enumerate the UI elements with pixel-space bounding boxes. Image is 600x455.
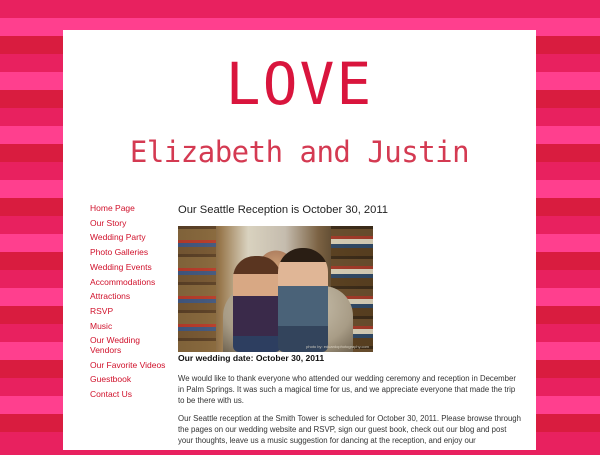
bride-figure (233, 256, 281, 352)
photo-credit: photo by: eduardophotography.com (306, 344, 369, 349)
nav-contact-us[interactable]: Contact Us (90, 389, 133, 400)
couple-photo (178, 226, 373, 352)
couple-names: Elizabeth and Justin (129, 135, 470, 169)
content-panel (63, 30, 536, 450)
nav-wedding-vendors[interactable]: Our Wedding Vendors (90, 335, 140, 356)
nav-music[interactable]: Music (90, 320, 113, 331)
nav-favorite-videos[interactable]: Our Favorite Videos (90, 359, 166, 370)
nav-accommodations[interactable]: Accommodations (90, 276, 156, 287)
groom-figure (278, 248, 328, 352)
main-content (178, 204, 523, 455)
nav-home-page[interactable]: Home Page (90, 203, 135, 213)
paragraph-reception: Our Seattle reception at the Smith Tower is scheduled for October 30, 2011. Please browse through the pages on our wedding website and RSVP, sign our guest book, check out our blog and post your thoughts, leave us a music suggestion for dancing at the reception, and enjoy our (178, 414, 521, 445)
sidebar-nav (90, 204, 170, 405)
nav-attractions[interactable]: Attractions (90, 291, 131, 302)
paragraph-thanks: We would like to thank everyone who attended our wedding ceremony and reception in December in Palm Springs. It was such a magical time for us, and we appreciate everyone that made the trip to be there with us. (178, 374, 516, 405)
bookshelf-left (178, 226, 216, 352)
photo-caption: Our wedding date: October 30, 2011 (178, 353, 325, 363)
post-title: Our Seattle Reception is October 30, 2011 (178, 204, 388, 216)
site-title: LOVE (225, 50, 374, 118)
nav-wedding-events[interactable]: Wedding Events (90, 261, 152, 272)
nav-wedding-party[interactable]: Wedding Party (90, 232, 146, 243)
nav-rsvp[interactable]: RSVP (90, 305, 114, 316)
nav-photo-galleries[interactable]: Photo Galleries (90, 247, 149, 258)
nav-guestbook[interactable]: Guestbook (90, 374, 132, 385)
nav-our-story[interactable]: Our Story (90, 217, 127, 228)
